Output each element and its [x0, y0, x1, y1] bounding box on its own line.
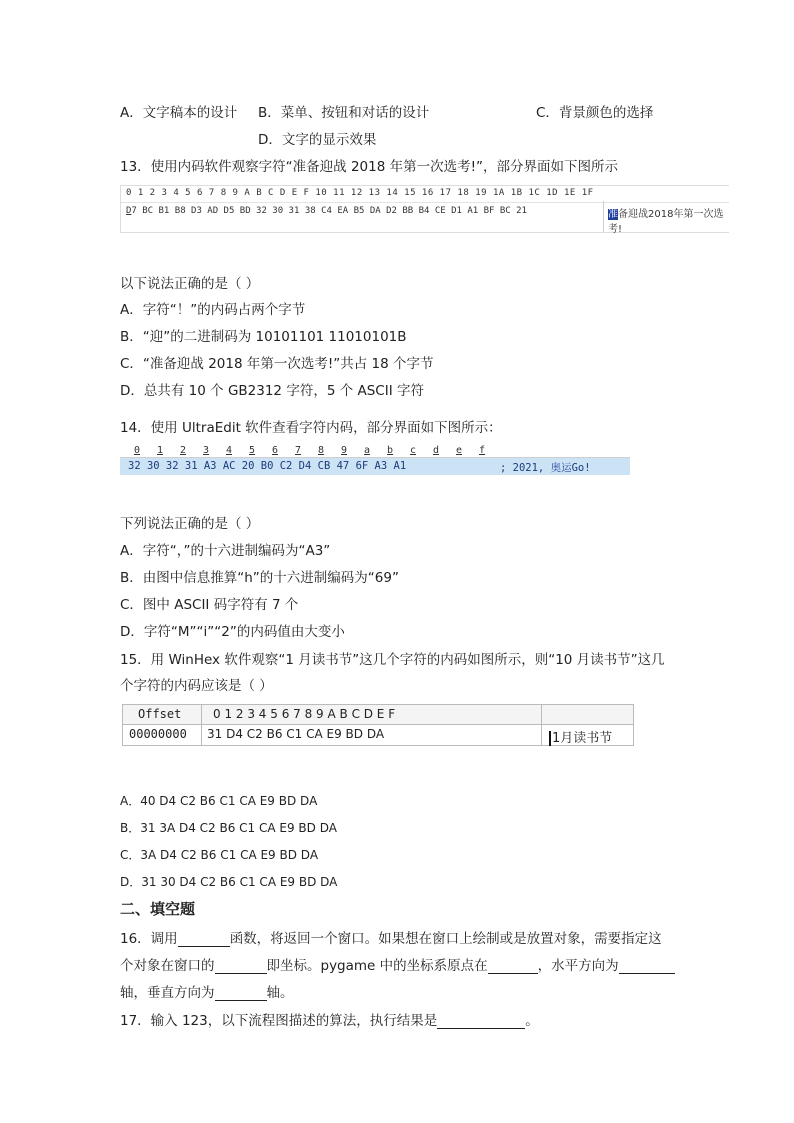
q14-col: 2 — [180, 445, 187, 456]
q13-hex-header: 0 1 2 3 4 5 6 7 8 9 A B C D E F 10 11 12 13 14 15 16 17 18 19 1A 1B 1C 1D 1E 1F — [126, 188, 594, 198]
q14-col: 0 — [134, 445, 141, 456]
q13-hex-rest: 7 BC B1 B8 D3 AD D5 BD 32 30 31 38 C4 EA B5 DA D2 BB B4 CE D1 A1 BF BC 21 — [131, 206, 527, 216]
q17-line — [120, 1009, 539, 1029]
q13-option-a: A．字符“！”的内码占两个字节 — [120, 302, 306, 318]
q15-text-rest: 月读书节 — [560, 731, 613, 746]
q13-text-rest: 备迎战2018年第一次选考! — [608, 209, 724, 235]
q13-option-b: B．“迎”的二进制码为 10101101 11010101B — [120, 329, 407, 345]
q14-col: 3 — [203, 445, 210, 456]
q13-option-c: C．“准备迎战 2018 年第一次选考!”共占 18 个字节 — [120, 356, 434, 372]
q16-text: 个对象在窗口的 — [120, 958, 215, 974]
q14-col: 8 — [318, 445, 325, 456]
q13-text-cursor: 准 — [608, 209, 618, 220]
q16-text: ，水平方向为 — [537, 958, 619, 974]
q15-winhex-viewer — [122, 704, 634, 746]
q14-col: f — [479, 445, 486, 456]
q12-option-a: A．文字稿本的设计 — [120, 105, 238, 121]
q14-option-a: A．字符“，”的十六进制编码为“A3” — [120, 543, 331, 559]
q15-hex-values: 31 D4 C2 B6 C1 CA E9 BD DA — [207, 727, 385, 741]
q14-col: 7 — [295, 445, 302, 456]
q16-text: 16．调用 — [120, 931, 178, 947]
q15-text-cursor: 1 — [549, 731, 560, 746]
q16-line1 — [120, 927, 662, 947]
q13-hex-cursor: D — [126, 206, 132, 216]
q15-option-d: D．31 30 D4 C2 B6 C1 CA E9 BD DA — [120, 875, 338, 889]
q17-text: 17．输入 123，以下流程图描述的算法，执行结果是 — [120, 1013, 438, 1029]
q14-ascii-a: ; 2021, — [500, 462, 551, 474]
q17-blank[interactable] — [437, 1014, 525, 1029]
q13-text-pane — [603, 201, 729, 235]
q12-option-b: B．菜单、按钮和对话的设计 — [258, 105, 430, 121]
q15-option-c: C．3A D4 C2 B6 C1 CA E9 BD DA — [120, 848, 319, 862]
section-title: 二、填空题 — [120, 900, 196, 918]
q15-header-row — [123, 705, 633, 725]
q16-blank-3[interactable] — [488, 959, 538, 974]
q16-text: 函数，将返回一个窗口。如果想在窗口上绘制或是放置对象，需要指定这 — [229, 931, 662, 947]
q14-col: 1 — [157, 445, 164, 456]
q12-option-c: C．背景颜色的选择 — [536, 105, 654, 121]
q16-blank-2[interactable] — [215, 959, 267, 974]
q14-col: e — [456, 445, 463, 456]
q15-stem-line1: 15．用 WinHex 软件观察“1 月读书节”这几个字符的内码如图所示，则“10 月读书节”这几 — [120, 652, 665, 668]
q16-text: 轴，垂直方向为 — [120, 985, 215, 1001]
q17-text: 。 — [525, 1013, 539, 1029]
q14-col: b — [387, 445, 394, 456]
q14-col: d — [433, 445, 440, 456]
q16-blank-5[interactable] — [215, 986, 267, 1001]
q16-text: 即坐标。pygame 中的坐标系原点在 — [266, 958, 488, 974]
q13-option-d: D．总共有 10 个 GB2312 字符，5 个 ASCII 字符 — [120, 383, 424, 399]
q16-blank-1[interactable] — [178, 932, 230, 947]
q14-col: 9 — [341, 445, 348, 456]
q15-option-a: A．40 D4 C2 B6 C1 CA E9 BD DA — [120, 794, 318, 808]
q15-option-b: B．31 3A D4 C2 B6 C1 CA E9 BD DA — [120, 821, 337, 835]
q14-hex-values: 32 30 32 31 A3 AC 20 B0 C2 D4 CB 47 6F A3 A1 — [128, 460, 407, 472]
q15-address: 00000000 — [129, 727, 187, 741]
q13-hex-viewer — [120, 185, 729, 233]
q14-option-b: B．由图中信息推算“h”的十六进制编码为“69” — [120, 570, 399, 586]
q14-col: 6 — [272, 445, 279, 456]
q14-col: 4 — [226, 445, 233, 456]
q14-question: 下列说法正确的是（ ） — [120, 516, 260, 532]
q13-hex-values — [126, 206, 527, 216]
q15-stem-line2: 个字符的内码应该是（ ） — [120, 678, 273, 694]
q14-ascii-c: Go! — [571, 462, 591, 474]
q16-blank-4[interactable] — [619, 959, 675, 974]
q13-stem: 13．使用内码软件观察字符“准备迎战 2018 年第一次选考!”，部分界面如下图所示 — [120, 159, 619, 175]
q14-hex-row — [120, 458, 630, 475]
q16-line2 — [120, 954, 675, 974]
q14-ascii-b: 奥运 — [550, 462, 572, 474]
q14-col: 5 — [249, 445, 256, 456]
q14-col: a — [364, 445, 371, 456]
q16-text: 轴。 — [266, 985, 294, 1001]
q14-stem: 14．使用 UltraEdit 软件查看字符内码，部分界面如下图所示： — [120, 420, 502, 436]
q14-option-d: D．字符“M”“i”“2”的内码值由大变小 — [120, 624, 345, 640]
q12-option-d: D．文字的显示效果 — [258, 132, 377, 148]
q16-line3 — [120, 981, 294, 1001]
q15-column-labels: 0 1 2 3 4 5 6 7 8 9 A B C D E F — [213, 707, 396, 721]
q15-text-pane — [549, 727, 612, 746]
q15-offset-label: Offset — [138, 707, 182, 721]
q14-ascii-text — [500, 460, 591, 475]
q14-column-header — [120, 444, 630, 458]
q14-option-c: C．图中 ASCII 码字符有 7 个 — [120, 597, 299, 613]
q13-question: 以下说法正确的是（ ） — [120, 276, 260, 292]
q14-col: c — [410, 445, 417, 456]
